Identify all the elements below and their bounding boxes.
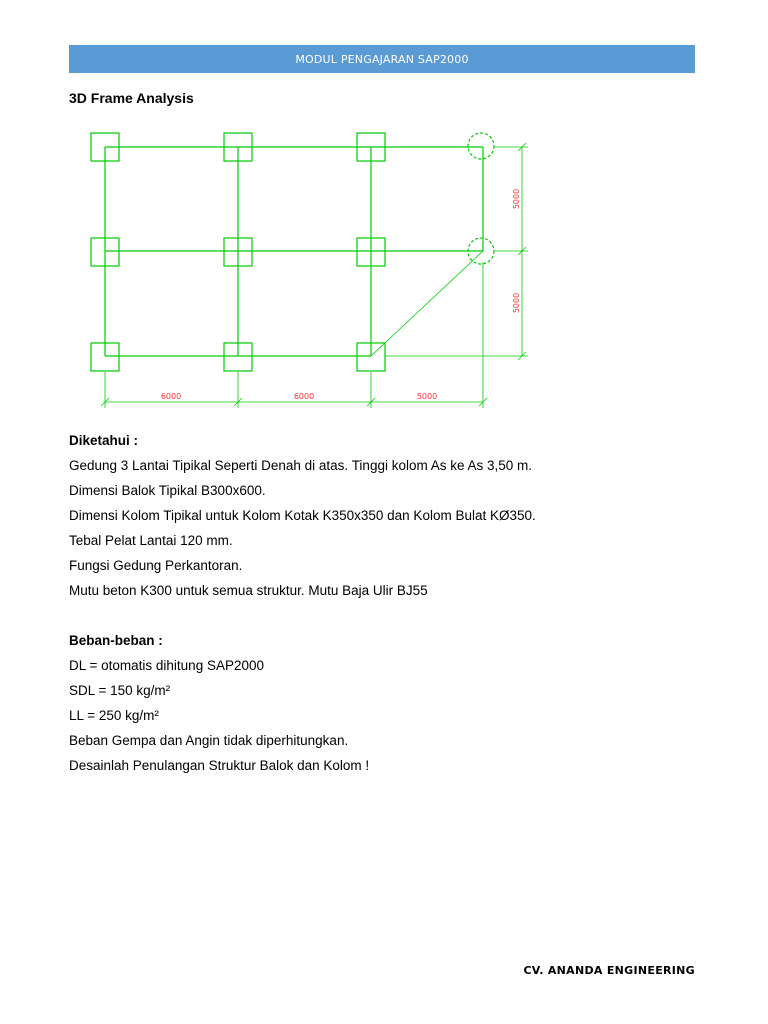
dimension-label-right-1: 5000 bbox=[512, 188, 521, 210]
given-line: Fungsi Gedung Perkantoran. bbox=[69, 558, 243, 573]
diagonal-edge-line bbox=[371, 251, 483, 356]
loads-heading: Beban-beban : bbox=[69, 633, 163, 648]
given-line: Gedung 3 Lantai Tipikal Seperti Denah di atas. Tinggi kolom As ke As 3,50 m. bbox=[69, 458, 533, 473]
dimension-label-bottom-2: 6000 bbox=[293, 392, 315, 401]
dimension-label-bottom-3: 5000 bbox=[416, 392, 438, 401]
given-line: Dimensi Kolom Tipikal untuk Kolom Kotak K350x350 dan Kolom Bulat KØ350. bbox=[69, 508, 536, 523]
given-line: Dimensi Balok Tipikal B300x600. bbox=[69, 483, 266, 498]
footer-company: CV. ANANDA ENGINEERING bbox=[523, 964, 695, 977]
loads-section bbox=[69, 628, 369, 778]
floor-plan-drawing bbox=[0, 0, 768, 430]
given-line: Tebal Pelat Lantai 120 mm. bbox=[69, 533, 233, 548]
dimension-label-bottom-1: 6000 bbox=[160, 392, 182, 401]
dimension-label-right-2: 5000 bbox=[512, 292, 521, 314]
round-column bbox=[468, 133, 494, 159]
module-title: MODUL PENGAJARAN SAP2000 bbox=[295, 52, 469, 66]
load-line: Desainlah Penulangan Struktur Balok dan Kolom ! bbox=[69, 758, 370, 773]
section-title: 3D Frame Analysis bbox=[69, 90, 194, 106]
load-line: SDL = 150 kg/m² bbox=[69, 683, 171, 698]
given-line: Mutu beton K300 untuk semua struktur. Mutu Baja Ulir BJ55 bbox=[69, 583, 428, 598]
load-line: DL = otomatis dihitung SAP2000 bbox=[69, 658, 264, 673]
given-heading: Diketahui : bbox=[69, 433, 139, 448]
load-line: LL = 250 kg/m² bbox=[69, 708, 159, 723]
load-line: Beban Gempa dan Angin tidak diperhitungkan. bbox=[69, 733, 349, 748]
given-section bbox=[69, 428, 536, 603]
